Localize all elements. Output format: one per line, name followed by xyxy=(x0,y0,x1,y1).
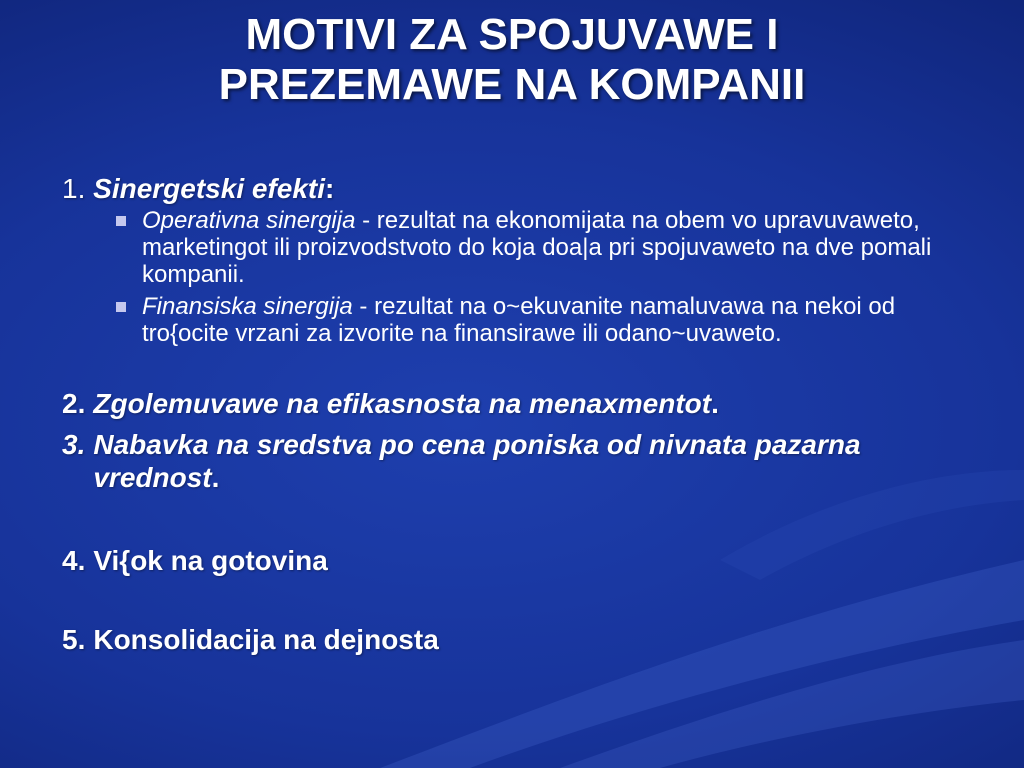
list-item-label: Sinergetski efekti xyxy=(93,173,326,204)
sub-item-term: Finansiska sinergija xyxy=(142,293,353,320)
list-item-number: 5. xyxy=(62,624,86,655)
sub-item-term: Operativna sinergija xyxy=(142,207,356,234)
sub-item-description: - rezultat na o~ekuvanite namaluvawa na nekoi od tro{ocite vrzani za izvorite na finansirawe ili odano~uvaweto. xyxy=(142,293,896,347)
list-item-label: Zgolemuvawe na efikasnosta na menaxmentot xyxy=(93,388,712,419)
list-item-5 xyxy=(62,623,962,656)
list-item-4 xyxy=(62,544,962,577)
list-item-2 xyxy=(62,387,962,420)
list-item-number: 1. xyxy=(62,173,86,204)
list-item-label: Konsolidacija na dejnosta xyxy=(93,624,439,655)
slide-title xyxy=(0,10,1024,110)
sub-item-description: - rezultat na ekonomijata na obem vo upravuvaweto, marketingot ili proizvodstvoto do koja doa|a pri spojuvaweto na dve pomali kompanii. xyxy=(142,207,932,288)
list-item-number: 2. xyxy=(62,388,86,419)
sub-list-item-finansiska xyxy=(116,293,962,347)
slide-content xyxy=(62,172,962,656)
list-item-3 xyxy=(62,428,962,494)
sub-list xyxy=(116,207,962,347)
list-item-number: 3. xyxy=(62,429,86,460)
list-item-number: 4. xyxy=(62,545,86,576)
square-bullet-icon xyxy=(116,216,126,226)
sub-list-item-text xyxy=(142,293,962,347)
list-item-suffix: . xyxy=(711,388,719,419)
square-bullet-icon xyxy=(116,302,126,312)
list-item-label: Vi{ok na gotovina xyxy=(93,545,328,576)
sub-list-item-text xyxy=(142,207,962,288)
slide-title-line-1: MOTIVI ZA SPOJUVAWE I xyxy=(245,10,779,59)
slide-title-line-2: PREZEMAWE NA KOMPANII xyxy=(218,60,806,109)
list-item-label: Nabavka na sredstva po cena poniska od nivnata pazarna vrednost xyxy=(93,429,861,493)
list-item-1 xyxy=(62,172,962,205)
list-item-suffix: . xyxy=(211,462,220,493)
sub-list-item-operativna xyxy=(116,207,962,288)
list-item-suffix: : xyxy=(325,173,335,204)
